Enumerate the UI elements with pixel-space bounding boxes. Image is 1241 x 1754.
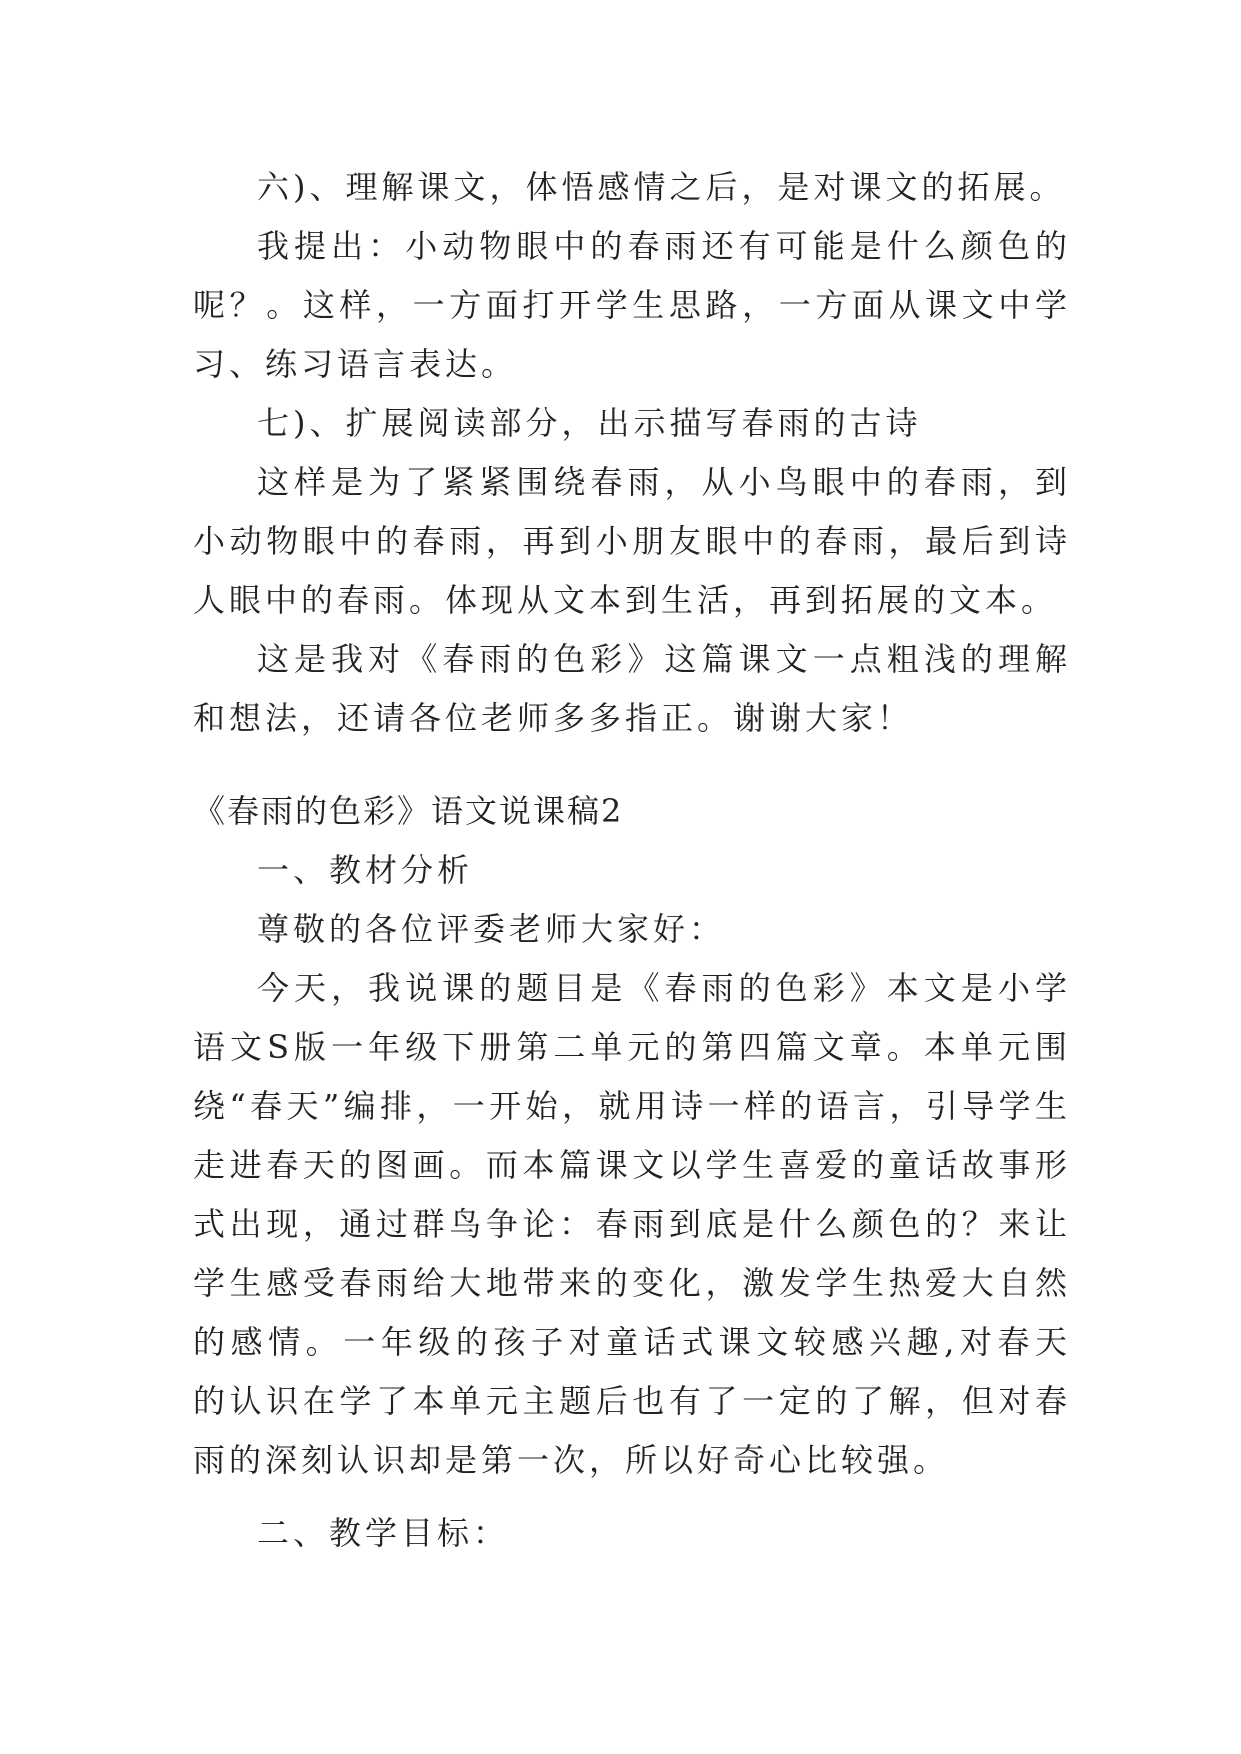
paragraph-material-analysis-heading: 一、教材分析 [257, 851, 474, 889]
section-title: 《春雨的色彩》语文说课稿2 [193, 792, 624, 830]
paragraph-extension-purpose: 这样是为了紧紧围绕春雨，从小鸟眼中的春雨，到小动物眼中的春雨，再到小朋友眼中的春雨，最后到诗人眼中的春雨。体现从文本到生活，再到拓展的文本。 [193, 463, 1071, 619]
paragraph-extension-question: 我提出：小动物眼中的春雨还有可能是什么颜色的呢？。这样，一方面打开学生思路，一方面从课文中学习、练习语言表达。 [193, 227, 1071, 383]
paragraph-teaching-goals-heading: 二、教学目标： [257, 1514, 510, 1552]
document-body [193, 158, 1071, 1563]
paragraph-closing-thanks: 这是我对《春雨的色彩》这篇课文一点粗浅的理解和想法，还请各位老师多多指正。谢谢大家！ [193, 640, 1071, 737]
paragraph-material-analysis-body: 今天，我说课的题目是《春雨的色彩》本文是小学语文S版一年级下册第二单元的第四篇文章。本单元围绕“春天”编排，一开始，就用诗一样的语言，引导学生走进春天的图画。而本篇课文以学生喜爱的童话故事形式出现，通过群鸟争论：春雨到底是什么颜色的？来让学生感受春雨给大地带来的变化，激发学生热爱大自然的感情。一年级的孩子对童话式课文较感兴趣,对春天的认识在学了本单元主题后也有了一定的了解，但对春雨的深刻认识却是第一次，所以好奇心比较强。 [193, 969, 1071, 1479]
paragraph-greeting: 尊敬的各位评委老师大家好： [257, 910, 726, 948]
section-spacer [193, 748, 1071, 782]
paragraph-spacer [193, 1490, 1071, 1504]
paragraph-section-seven-heading: 七)、扩展阅读部分，出示描写春雨的古诗 [257, 404, 922, 442]
paragraph-section-six-heading: 六)、理解课文，体悟感情之后，是对课文的拓展。 [257, 168, 1066, 206]
